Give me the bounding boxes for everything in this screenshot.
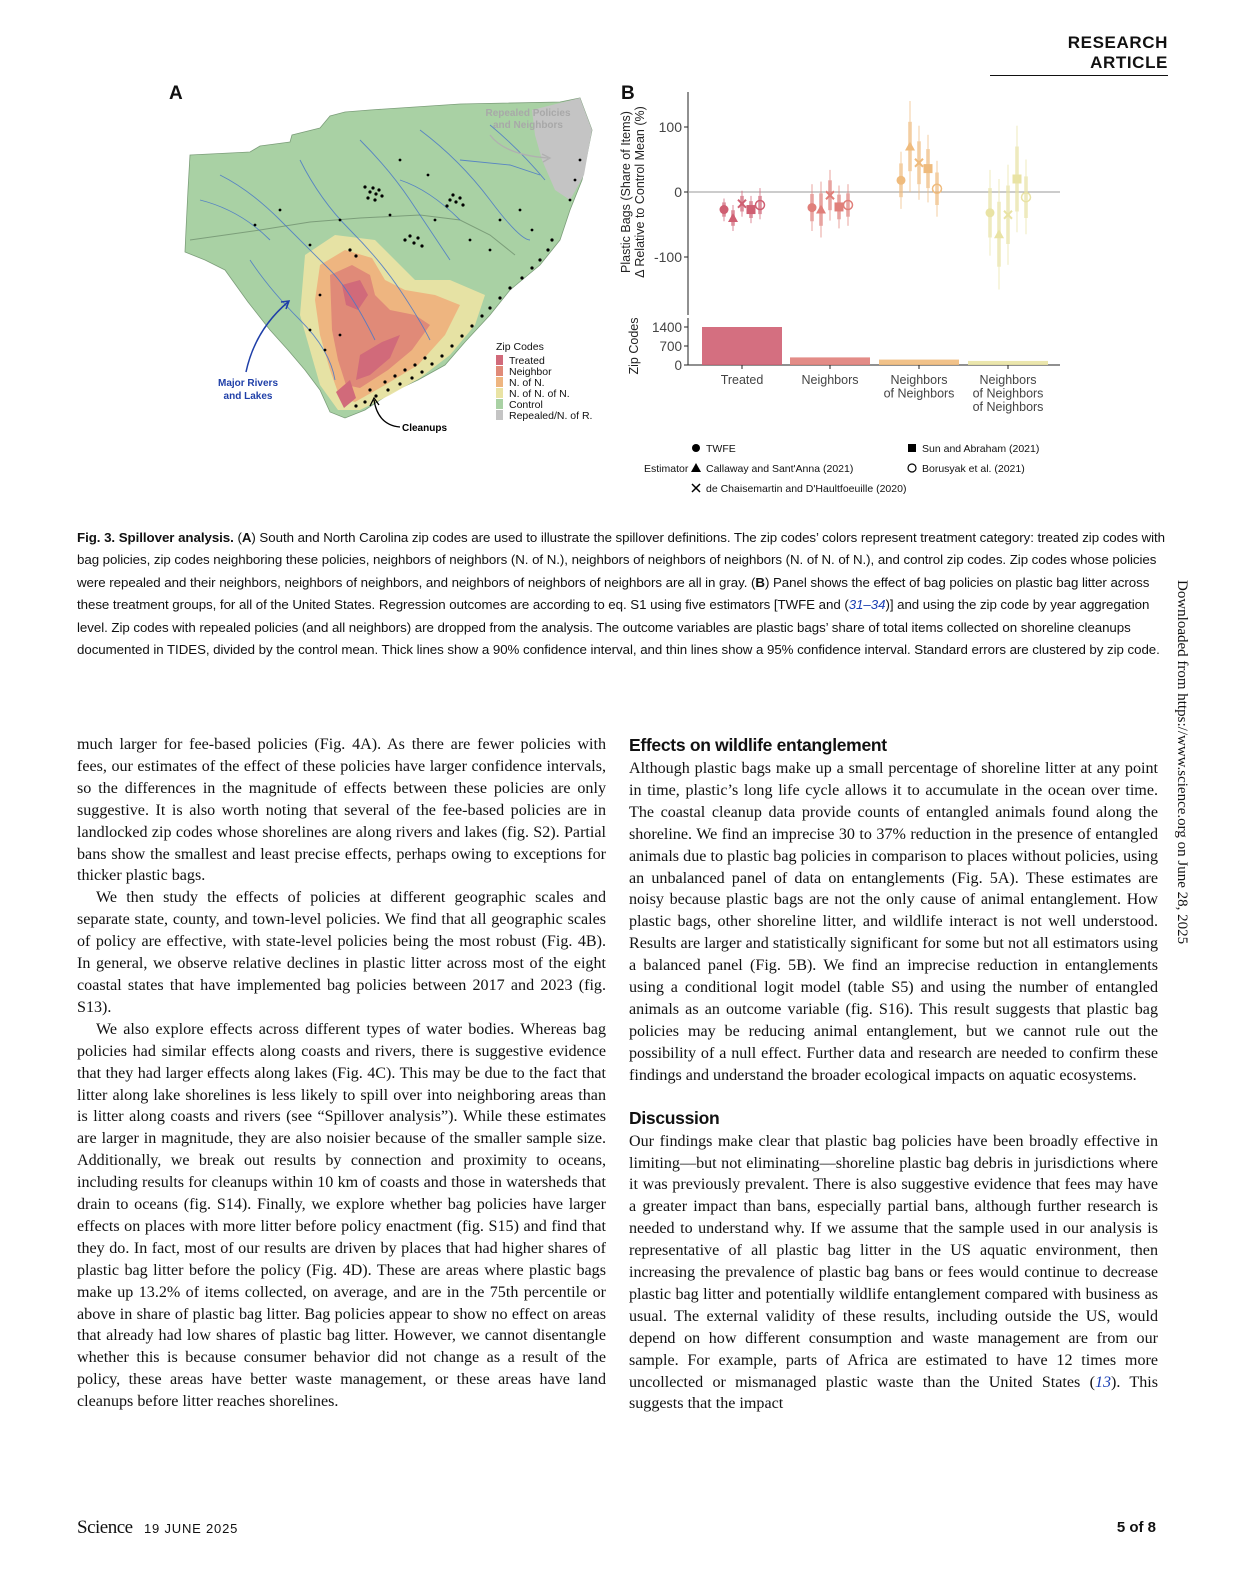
legend-entry-label: Borusyak et al. (2021) bbox=[922, 463, 1025, 475]
estimate-point-sun-abraham bbox=[747, 205, 756, 214]
map-legend-label: N. of N. bbox=[509, 377, 545, 389]
x-category-label: Neighbors bbox=[801, 373, 859, 387]
body-paragraph bbox=[629, 1131, 1158, 1416]
bottom-y-tick-label: 700 bbox=[659, 339, 682, 354]
section-label: RESEARCH ARTICLE bbox=[990, 33, 1168, 76]
map-legend-label: N. of N. of N. bbox=[509, 388, 570, 400]
bottom-y-tick-label: 1400 bbox=[651, 320, 682, 335]
download-watermark bbox=[1170, 580, 1194, 1300]
spillover-chart bbox=[620, 80, 1100, 505]
top-ylabel-line1: Plastic Bags (Share of Items) bbox=[620, 111, 633, 273]
map-legend-title: Zip Codes bbox=[496, 341, 544, 353]
zip-count-bar bbox=[702, 327, 782, 365]
legend-marker-circle bbox=[692, 444, 700, 452]
body-column-left bbox=[77, 734, 606, 1413]
estimate-point-twfe bbox=[720, 205, 729, 214]
legend-marker-open-circle bbox=[908, 464, 916, 472]
body-paragraph: much larger for fee-based policies (Fig. 4A). As there are fewer policies with fees, our estimates of the effect of these policies have larger confidence intervals, so the differences in the magnitude of effects between these policies are only suggestive. It is also worth noting that several of the fee-based policies are in landlocked zip codes whose shorelines are along rivers and lakes (fig. S2). Partial bans show the smallest and least precise effects, perhaps owing to exceptions for thicker plastic bags. bbox=[77, 736, 606, 885]
repealed-label-1: Repealed Policies bbox=[485, 108, 571, 119]
map-legend-label: Neighbor bbox=[509, 366, 552, 378]
map-legend-swatch bbox=[496, 366, 503, 376]
figure-caption: Fig. 3. Spillover analysis. (A) South and North Carolina zip codes are used to illustrate the spillover definitions. The zip codes’ colors represent treatment category: treated zip codes with bag policies, zip codes neighboring these policies, neighbors of neighbors (N. of N.), neighbors of neighbors of neighbors (N. of N. of N.), and control zip codes. Zip codes whose policies were repealed and their neighbors, neighbors of neighbors, and neighbors of neighbors of neighbors are all in gray. (B) Panel shows the effect of bag policies on plastic bag litter across these treatment groups, for all of the United States. Regression outcomes are according to eq. S1 using five estimators [TWFE and (31–34)] and using the zip code by year aggregation level. Zip codes with repealed policies (and all neighbors) are dropped from the analysis. The outcome variables are plastic bags’ share of total items collected on shoreline cleanups documented in TIDES, divided by the control mean. Thick lines show a 90% confidence interval, and thin lines show a 95% confidence interval. Standard errors are clustered by zip code. bbox=[77, 530, 1166, 658]
bottom-y-tick-label: 0 bbox=[674, 358, 682, 373]
body-paragraph: We then study the effects of policies at different geographic scales and separate state, county, and town-level policies. We find that all geographic scales of policy are effective, with state-level policies being the most robust (Fig. 4B). In general, we observe relative declines in plastic litter across most of the eight coastal states that have implemented bag policies between 2017 and 2023 (fig. S13). bbox=[77, 889, 606, 1016]
zip-count-bar bbox=[790, 357, 870, 365]
panel-a-letter: A bbox=[169, 83, 183, 104]
top-ylabel-line2: Δ Relative to Control Mean (%) bbox=[633, 106, 647, 278]
download-watermark-text: Downloaded from https://www.science.org on June 28, 2025 bbox=[1174, 580, 1190, 945]
top-y-tick-label: -100 bbox=[653, 249, 682, 265]
map-legend-label: Repealed/N. of R. bbox=[509, 410, 593, 422]
legend-entry-label: Sun and Abraham (2021) bbox=[922, 443, 1040, 455]
map-legend-swatch bbox=[496, 388, 503, 398]
panel-b-letter: B bbox=[621, 83, 635, 104]
x-category-label: of Neighbors bbox=[972, 400, 1044, 414]
estimate-point-callaway bbox=[728, 213, 738, 222]
carolinas-map bbox=[160, 80, 630, 440]
zip-count-bar bbox=[879, 360, 959, 365]
section-heading-entanglement: Effects on wildlife entanglement bbox=[629, 735, 887, 755]
caption-part-a: ) South and North Carolina zip codes are used to illustrate the spillover definitions. The zip codes’ colors represent treatment category: treated zip codes with bag policies, zip codes neighboring these policies, neighbors of neighbors (N. of N.), neighbors of neighbors of neighbors (N. of N. of N.), and control zip codes. Zip codes whose policies were repealed and their neighbors, neighbors of neighbors, and neighbors of neighbors of neighbors are all in gray. ( bbox=[77, 530, 1166, 590]
cleanups-label: Cleanups bbox=[402, 423, 448, 434]
caption-label: Fig. 3. Spillover analysis. bbox=[77, 530, 234, 545]
estimate-point-callaway bbox=[816, 205, 826, 214]
x-category-label: of Neighbors bbox=[883, 386, 955, 401]
legend-marker-x bbox=[692, 484, 700, 492]
discussion-text: Our findings make clear that plastic bag policies have been broadly effective in limiting—but not eliminating—shoreline plastic bag debris in jurisdictions where it was previously prevalent. There is also suggestive evidence that fees may have a greater impact than bans, especially partial bans, although further research is needed to understand why. If we assume that the sample used in our analysis is representative of all plastic bag litter in the US aquatic environment, then increasing the prevalence of plastic bag bans or fees would continue to decrease plastic bag litter and potentially wildlife entanglement compared with business as usual. The external validity of these results, including outside the US, would depend on how different consumption and waste management are from our sample. For example, parts of Africa are estimated to have 12 times more uncollected or mismanaged plastic waste than the United States ( bbox=[629, 1132, 1158, 1391]
section-heading-discussion: Discussion bbox=[629, 1107, 720, 1128]
figure-panel-a bbox=[160, 80, 630, 440]
estimate-point-sun-abraham bbox=[1013, 175, 1022, 184]
bottom-ylabel: Zip Codes bbox=[627, 317, 641, 375]
discussion-text-end: ). This suggests that the impact bbox=[629, 1373, 1158, 1413]
x-category-label: Neighbors bbox=[890, 373, 948, 387]
x-category-label: Neighbors bbox=[979, 373, 1037, 387]
legend-entry-label: TWFE bbox=[706, 443, 736, 455]
map-legend-swatch bbox=[496, 410, 503, 420]
x-category-label: Treated bbox=[720, 373, 764, 387]
body-paragraph: We also explore effects across different types of water bodies. Whereas bag policies had similar effects along coasts and rivers, there is suggestive evidence that they had larger effects along lakes (Fig. 4C). This may be due to the fact that litter along lake shorelines is less likely to spill over into neighboring areas than is litter along coasts and rivers (see “Spillover analysis”). While these estimates are larger in magnitude, they are also noisier because of the smaller sample size. Additionally, we break out results by connection and proximity to oceans, including results for cleanups within 10 km of coasts and those in watersheds that drain to oceans (fig. S14). Finally, we explore whether bag policies have larger effects on places with more litter before policy enactment (fig. S15) and find that they do. In fact, most of our results are driven by places that had higher shares of plastic bag litter before the policy (Fig. 4D). These are areas where plastic bags make up 13.2% of items collected, on average, and are in the 75th percentile or above in share of plastic bag litter. Bag policies appear to show no effect on areas that already had low shares of plastic bag litter. However, we cannot disentangle whether this is because consumer behavior did not change as a result of the policy, these areas have better waste management, or these areas have land cleanups before litter reaches shorelines. bbox=[77, 1020, 606, 1411]
footer-journal-name: Science bbox=[77, 1517, 133, 1538]
footer-date: 19 JUNE 2025 bbox=[144, 1521, 239, 1536]
body-column-right bbox=[629, 734, 1158, 1415]
repealed-label-2: and Neighbors bbox=[492, 120, 564, 131]
body-paragraph: Although plastic bags make up a small percentage of shoreline litter at any point in time, plastic’s long life cycle allows it to accumulate in the ocean over time. The coastal cleanup data provide counts of entangled animals found along the shoreline. We find an imprecise 30 to 37% reduction in the presence of entangled animals due to plastic bag policies in comparison to places without policies, using an unbalanced panel of data on entanglements (Fig. 5A). These estimates are noisy because plastic bags are not the only cause of animal entanglement. How plastic bags, other shoreline litter, and wildlife interact is not well understood. Results are larger and statistically significant for some but not all estimators using a balanced panel (Fig. 5B). We find an imprecise reduction in entanglements using a conditional logit model (table S5) and using the number of entangled animals as an outcome variable (fig. S16). This result suggests that plastic bag policies may be reducing animal entanglement, but we cannot rule out the possibility of a null effect. Further data and research are needed to confirm these findings and understand the broader ecological impacts on aquatic ecosystems. bbox=[629, 760, 1158, 1084]
map-legend-swatch bbox=[496, 399, 503, 409]
rivers-label-2: and Lakes bbox=[223, 391, 273, 402]
x-category-label: of Neighbors bbox=[972, 386, 1044, 401]
estimate-point-sun-abraham bbox=[924, 164, 933, 173]
caption-a-letter: A bbox=[241, 530, 252, 545]
estimate-point-twfe bbox=[986, 208, 995, 217]
estimate-point-twfe bbox=[808, 203, 817, 212]
estimate-point-callaway bbox=[994, 229, 1004, 238]
caption-b-letter: B bbox=[755, 574, 765, 590]
estimator-legend-title: Estimator bbox=[644, 463, 689, 475]
legend-marker-triangle bbox=[691, 463, 701, 472]
map-legend-swatch bbox=[496, 377, 503, 387]
zip-count-bar bbox=[968, 361, 1048, 365]
map-legend-label: Treated bbox=[509, 355, 545, 367]
estimate-point-sun-abraham bbox=[835, 202, 844, 211]
estimate-point-callaway bbox=[905, 142, 915, 151]
rivers-label-1: Major Rivers bbox=[217, 378, 279, 389]
caption-part-b-end: )] and using the zip code by year aggregation level. Zip codes with repealed policies (and all neighbors) are dropped from the analysis. The outcome variables are plastic bags’ share of total items collected on shoreline cleanups documented in TIDES, divided by the control mean. Thick lines show a 90% confidence interval, and thin lines show a 95% confidence interval. Standard errors are clustered by zip code. bbox=[77, 597, 1160, 658]
caption-reference-link[interactable]: 31–34 bbox=[848, 597, 886, 613]
top-y-tick-label: 0 bbox=[674, 184, 682, 200]
legend-entry-label: Callaway and Sant'Anna (2021) bbox=[706, 463, 854, 475]
top-y-tick-label: 100 bbox=[658, 119, 682, 135]
map-legend-label: Control bbox=[509, 399, 543, 411]
estimate-point-twfe bbox=[897, 176, 906, 185]
caption-part-b: ) Panel shows the effect of bag policies on plastic bag litter across these treatment groups, for all of the United States. Regression outcomes are according to eq. S1 using five estimators [TWFE and ( bbox=[77, 574, 1150, 613]
legend-entry-label: de Chaisemartin and D'Haultfoeuille (2020) bbox=[706, 483, 907, 495]
figure-panel-b bbox=[620, 80, 1100, 505]
footer-page-number: 5 of 8 bbox=[1116, 1519, 1156, 1536]
legend-marker-square bbox=[908, 444, 916, 452]
map-legend bbox=[496, 341, 592, 422]
map-legend-swatch bbox=[496, 355, 503, 365]
discussion-reference-link[interactable]: 13 bbox=[1094, 1373, 1112, 1391]
